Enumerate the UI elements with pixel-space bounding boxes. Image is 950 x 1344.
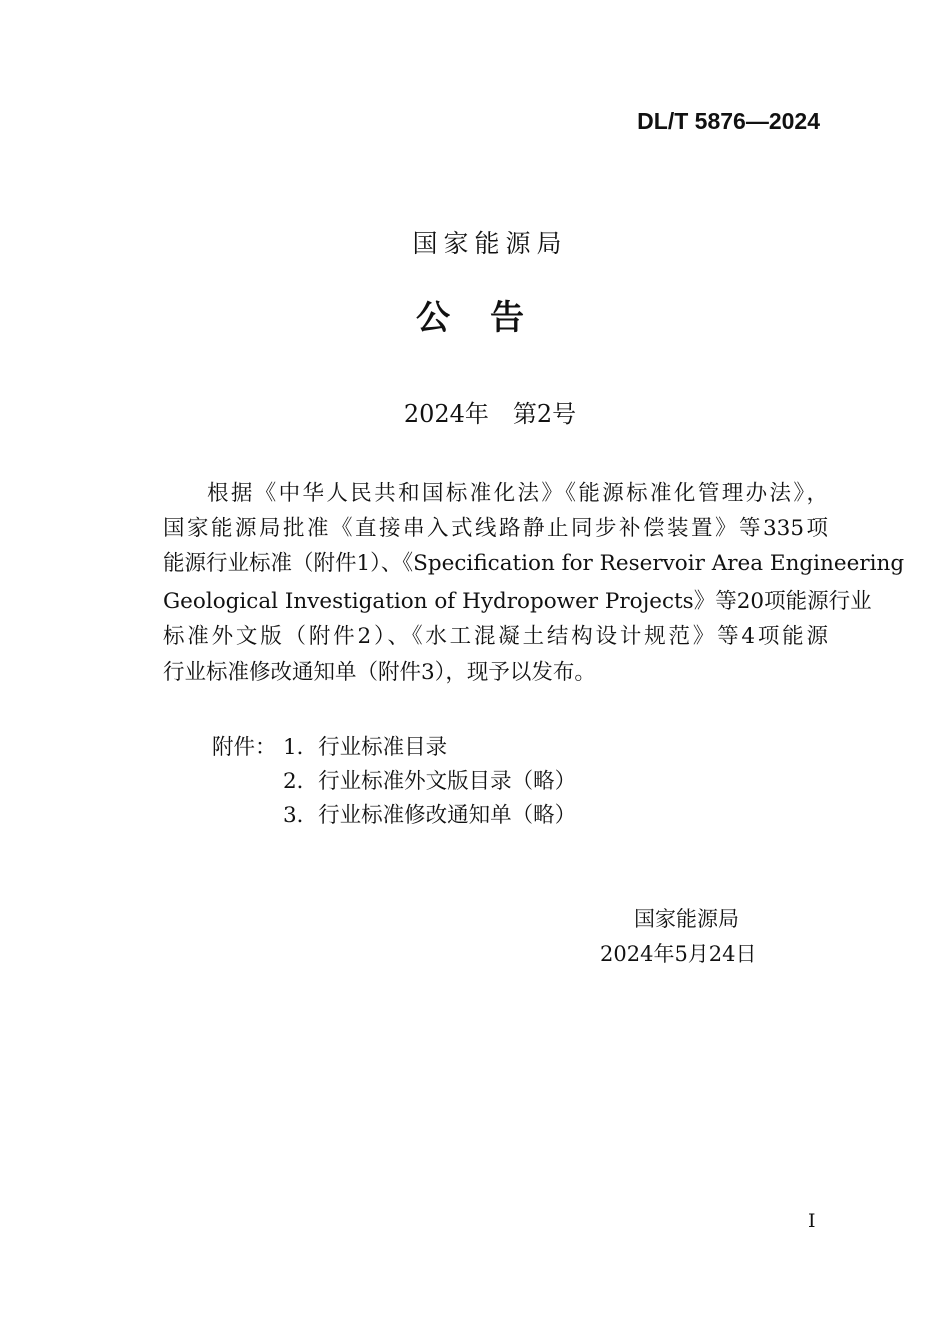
- body-line: 国家能源局批准《直接串入式线路静止同步补偿装置》等335项: [163, 516, 828, 541]
- signature: 国家能源局: [634, 907, 739, 931]
- notice-title: 公告: [416, 298, 564, 338]
- attachments-label: 附件：: [212, 735, 277, 760]
- issue-number: 2024年 第2号: [403, 400, 577, 428]
- attachment-item: 2．行业标准外文版目录（略）: [283, 769, 577, 794]
- body-line: 根据《中华人民共和国标准化法》《能源标准化管理办法》，: [207, 481, 828, 506]
- body-line: 行业标准修改通知单（附件3），现予以发布。: [163, 660, 596, 685]
- standard-code: DL/T 5876—2024: [637, 108, 820, 134]
- body-line: 标准外文版（附件2）、《水工混凝土结构设计规范》等4项能源: [163, 624, 828, 649]
- signature-date: 2024年5月24日: [600, 942, 757, 966]
- attachment-item: 1．行业标准目录: [283, 735, 448, 760]
- body-line: Geological Investigation of Hydropower Projects》等20项能源行业: [163, 589, 872, 614]
- page-number: I: [808, 1210, 816, 1232]
- issuer-heading: 国家能源局: [412, 229, 568, 258]
- body-line: 能源行业标准（附件1）、《Specification for Reservoir Area Engineering: [163, 551, 905, 576]
- attachment-item: 3．行业标准修改通知单（略）: [283, 803, 577, 828]
